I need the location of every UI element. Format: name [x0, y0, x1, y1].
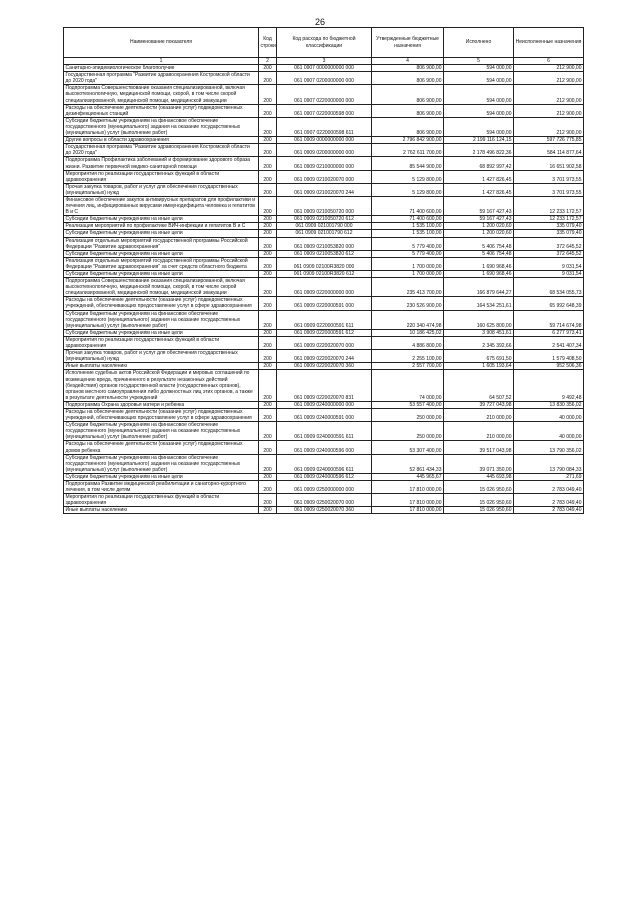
- row-line-code: 200: [259, 422, 277, 441]
- table-row: [64, 72, 584, 85]
- row-approved: 250 000,00: [372, 408, 444, 421]
- row-executed: 1 200 020,60: [444, 230, 514, 237]
- row-executed: 5 406 754,48: [444, 237, 514, 250]
- table-row: [64, 230, 584, 237]
- row-name: Государственная программа "Развитие здравоохранения Костромской области до 2020 года": [64, 144, 259, 157]
- row-name: Субсидии бюджетным учреждениям на иные цели: [64, 271, 259, 278]
- table-row: [64, 310, 584, 329]
- row-executed: 39 517 043,98: [444, 441, 514, 454]
- column-number: 4: [372, 58, 444, 65]
- row-unexecuted: 372 645,52: [514, 250, 584, 257]
- row-line-code: 200: [259, 401, 277, 408]
- row-line-code: 200: [259, 297, 277, 310]
- row-approved: 230 526 900,00: [372, 297, 444, 310]
- row-approved: 2 255 100,00: [372, 350, 444, 363]
- header-name: Наименование показателя: [64, 28, 259, 58]
- row-executed: 594 000,00: [444, 104, 514, 117]
- row-approved: 17 810 000,00: [372, 481, 444, 494]
- column-number-row: [64, 58, 584, 65]
- row-line-code: 200: [259, 137, 277, 144]
- header-budget-code: Код расхода по бюджетной классификации: [277, 28, 372, 58]
- row-executed: 675 691,50: [444, 350, 514, 363]
- row-name: Другие вопросы в области здравоохранения: [64, 137, 259, 144]
- row-approved: 250 000,00: [372, 422, 444, 441]
- table-body: [64, 65, 584, 514]
- row-budget-code: 061 0907 0220000000 000: [277, 85, 372, 104]
- row-executed: 1 427 826,45: [444, 170, 514, 183]
- row-line-code: 200: [259, 363, 277, 370]
- row-approved: 806 900,00: [372, 72, 444, 85]
- row-name: Финансовое обеспечение закупок антивирусных препаратов для профилактики и лечения лиц, инфицированных вирусами иммунодефицита человека и гепатитов В и С: [64, 196, 259, 215]
- row-executed: 210 000,00: [444, 408, 514, 421]
- row-line-code: 200: [259, 196, 277, 215]
- table-row: [64, 250, 584, 257]
- table-row: [64, 278, 584, 297]
- row-line-code: 200: [259, 183, 277, 196]
- row-unexecuted: 9 031,54: [514, 257, 584, 270]
- row-approved: 5 779 400,00: [372, 237, 444, 250]
- row-executed: 2 345 392,66: [444, 336, 514, 349]
- row-line-code: 200: [259, 507, 277, 514]
- row-unexecuted: 65 992 648,39: [514, 297, 584, 310]
- row-unexecuted: 212 900,00: [514, 85, 584, 104]
- table-row: [64, 237, 584, 250]
- row-name: Расходы на обеспечение деятельности (оказание услуг) подведомственных учреждений, обеспечивающих предоставление услуг в сфере здравоохранения: [64, 297, 259, 310]
- row-executed: 164 534 251,61: [444, 297, 514, 310]
- row-budget-code: 061 0907 0220000598 000: [277, 104, 372, 117]
- header-executed: Исполнено: [444, 28, 514, 58]
- row-approved: 17 810 000,00: [372, 494, 444, 507]
- table-row: [64, 65, 584, 72]
- row-unexecuted: 13 790 084,33: [514, 454, 584, 473]
- row-budget-code: 061 0909 0210053820 000: [277, 237, 372, 250]
- table-row: [64, 85, 584, 104]
- header-line-code: Код строки: [259, 28, 277, 58]
- row-budget-code: 061 0909 0210053820 612: [277, 250, 372, 257]
- table-row: [64, 137, 584, 144]
- row-unexecuted: 2 783 049,40: [514, 507, 584, 514]
- row-unexecuted: 372 645,52: [514, 237, 584, 250]
- table-row: [64, 257, 584, 270]
- row-unexecuted: 2 783 049,40: [514, 481, 584, 494]
- row-budget-code: 061 0909 0220020070 244: [277, 350, 372, 363]
- column-number: 2: [259, 58, 277, 65]
- row-executed: 1 427 826,45: [444, 183, 514, 196]
- row-executed: 64 507,52: [444, 370, 514, 401]
- row-unexecuted: 9 031,54: [514, 271, 584, 278]
- row-name: Подпрограмма Совершенствование оказания специализированной, включая высокотехнологичную, медицинской помощи, скорой, в том числе скорой специализированной, медицинской помощи, медицинской эвакуации: [64, 278, 259, 297]
- header-row: [64, 28, 584, 58]
- table-row: [64, 408, 584, 421]
- row-approved: 10 186 425,02: [372, 329, 444, 336]
- row-budget-code: 061 0909 0240000591 611: [277, 422, 372, 441]
- row-unexecuted: 40 000,00: [514, 422, 584, 441]
- row-budget-code: 061 0909 0210050720 612: [277, 216, 372, 223]
- row-approved: 71 400 600,00: [372, 216, 444, 223]
- row-executed: 594 000,00: [444, 117, 514, 136]
- row-budget-code: 061 0909 0240000596 612: [277, 473, 372, 480]
- column-number: 3: [277, 58, 372, 65]
- row-approved: 1 535 100,00: [372, 230, 444, 237]
- row-approved: 85 544 900,00: [372, 157, 444, 170]
- row-name: Мероприятия по реализации государственных функций в области здравоохранения: [64, 336, 259, 349]
- column-number: 6: [514, 58, 584, 65]
- row-approved: 2 557 700,00: [372, 363, 444, 370]
- row-budget-code: 061 0909 0240000596 000: [277, 441, 372, 454]
- row-budget-code: 061 0909 02100R3820 000: [277, 257, 372, 270]
- table-row: [64, 494, 584, 507]
- row-name: Подпрограмма Охрана здоровья матери и ребенка: [64, 401, 259, 408]
- table-row: [64, 117, 584, 136]
- row-approved: 806 900,00: [372, 117, 444, 136]
- row-name: Субсидии бюджетным учреждениям на финансовое обеспечение государственного (муниципального) задания на оказание государственных (муниципальных) услуг (выполнение работ): [64, 117, 259, 136]
- row-budget-code: 061 0909 0220000591 611: [277, 310, 372, 329]
- row-approved: 1 535 100,00: [372, 223, 444, 230]
- table-row: [64, 363, 584, 370]
- row-line-code: 200: [259, 408, 277, 421]
- row-unexecuted: 2 783 049,40: [514, 494, 584, 507]
- row-approved: 1 700 000,00: [372, 257, 444, 270]
- row-line-code: 200: [259, 85, 277, 104]
- header-approved: Утвержденные бюджетные назначения: [372, 28, 444, 58]
- table-row: [64, 329, 584, 336]
- row-executed: 39 071 350,00: [444, 454, 514, 473]
- row-unexecuted: 952 506,36: [514, 363, 584, 370]
- row-approved: 74 000,00: [372, 370, 444, 401]
- table-row: [64, 401, 584, 408]
- header-unexecuted: Неисполненные назначения: [514, 28, 584, 58]
- row-budget-code: 061 0909 0220020070 360: [277, 363, 372, 370]
- row-approved: 5 129 800,00: [372, 183, 444, 196]
- row-executed: 5 406 754,48: [444, 250, 514, 257]
- row-name: Субсидии бюджетным учреждениям на иные цели: [64, 230, 259, 237]
- row-name: Подпрограмма Профилактика заболеваний и формирование здорового образа жизни. Развитие первичной медико-санитарной помощи: [64, 157, 259, 170]
- row-line-code: 200: [259, 230, 277, 237]
- row-name: Подпрограмма Совершенствование оказания специализированной, включая высокотехнологичную, медицинской помощи, скорой, в том числе скорой специализированной, медицинской помощи, медицинской эвакуации: [64, 85, 259, 104]
- row-line-code: 200: [259, 370, 277, 401]
- row-name: Расходы на обеспечение деятельности (оказание услуг) подведомственных домов ребенка: [64, 441, 259, 454]
- row-name: Государственная программа "Развитие здравоохранения Костромской области до 2020 года": [64, 72, 259, 85]
- row-approved: 17 810 000,00: [372, 507, 444, 514]
- row-unexecuted: 13 830 356,02: [514, 401, 584, 408]
- row-unexecuted: 212 900,00: [514, 117, 584, 136]
- row-unexecuted: 16 651 902,58: [514, 157, 584, 170]
- row-unexecuted: 597 726 775,85: [514, 137, 584, 144]
- table-row: [64, 223, 584, 230]
- table-row: [64, 350, 584, 363]
- row-approved: 2 762 611 700,00: [372, 144, 444, 157]
- row-budget-code: 061 0909 0210020070 000: [277, 170, 372, 183]
- table-row: [64, 481, 584, 494]
- row-line-code: 200: [259, 65, 277, 72]
- row-unexecuted: 40 000,00: [514, 408, 584, 421]
- row-budget-code: 061 0909 0220020070 000: [277, 336, 372, 349]
- row-name: Мероприятия по реализации государственных функций в области здравоохранения: [64, 170, 259, 183]
- table-row: [64, 196, 584, 215]
- row-name: Субсидии бюджетным учреждениям на иные цели: [64, 216, 259, 223]
- row-name: Субсидии бюджетным учреждениям на финансовое обеспечение государственного (муниципального) задания на оказание государственных (муниципальных) услуг (выполнение работ): [64, 310, 259, 329]
- row-executed: 1 200 020,60: [444, 223, 514, 230]
- table-row: [64, 297, 584, 310]
- row-budget-code: 061 0909 021001790 612: [277, 230, 372, 237]
- row-budget-code: 061 0909 0250020070 360: [277, 507, 372, 514]
- row-budget-code: 061 0909 0200000000 000: [277, 144, 372, 157]
- row-executed: 59 167 427,43: [444, 196, 514, 215]
- table-row: [64, 422, 584, 441]
- table-row: [64, 157, 584, 170]
- row-name: Подпрограмма Развитие медицинской реабилитации и санаторно-курортного лечения, в том числе детям: [64, 481, 259, 494]
- row-line-code: 200: [259, 278, 277, 297]
- row-approved: 4 886 800,00: [372, 336, 444, 349]
- row-budget-code: 061 0909 0210000000 000: [277, 157, 372, 170]
- table-row: [64, 473, 584, 480]
- row-line-code: 200: [259, 350, 277, 363]
- row-budget-code: 061 0909 0250020070 000: [277, 494, 372, 507]
- table-row: [64, 170, 584, 183]
- row-budget-code: 061 0907 0220000598 611: [277, 117, 372, 136]
- row-budget-code: 061 0909 0220020070 831: [277, 370, 372, 401]
- row-unexecuted: 1 579 408,50: [514, 350, 584, 363]
- row-executed: 160 625 800,00: [444, 310, 514, 329]
- row-budget-code: 061 0909 0240000000 000: [277, 401, 372, 408]
- row-budget-code: 061 0907 0200000000 000: [277, 72, 372, 85]
- row-executed: 594 000,00: [444, 72, 514, 85]
- row-name: Прочая закупка товаров, работ и услуг для обеспечения государственных (муниципальных) нужд: [64, 350, 259, 363]
- row-approved: 53 557 400,00: [372, 401, 444, 408]
- row-line-code: 200: [259, 157, 277, 170]
- row-unexecuted: 3 701 973,55: [514, 183, 584, 196]
- row-executed: 15 026 950,60: [444, 481, 514, 494]
- row-approved: 220 340 474,98: [372, 310, 444, 329]
- row-budget-code: 061 0909 021001790 000: [277, 223, 372, 230]
- table-row: [64, 370, 584, 401]
- row-executed: 166 879 644,27: [444, 278, 514, 297]
- row-line-code: 200: [259, 454, 277, 473]
- row-unexecuted: 212 900,00: [514, 65, 584, 72]
- row-name: Реализация отдельных мероприятий государственной программы Российской Федерации "Развитие здравоохранения": [64, 237, 259, 250]
- row-line-code: 200: [259, 336, 277, 349]
- row-approved: 445 965,67: [372, 473, 444, 480]
- row-budget-code: 061 0909 0210050720 000: [277, 196, 372, 215]
- row-name: Реализация отдельных мероприятий государственной программы Российской Федерации "Развитие здравоохранения" за счет средств областного бюджета: [64, 257, 259, 270]
- row-budget-code: 061 0907 0000000000 000: [277, 65, 372, 72]
- row-unexecuted: 12 233 172,57: [514, 196, 584, 215]
- row-line-code: 200: [259, 271, 277, 278]
- row-executed: 3 908 451,61: [444, 329, 514, 336]
- row-unexecuted: 13 790 356,02: [514, 441, 584, 454]
- row-name: Реализация мероприятий по профилактике ВИЧ-инфекции и гепатитов В и С: [64, 223, 259, 230]
- table-row: [64, 216, 584, 223]
- row-approved: 806 900,00: [372, 85, 444, 104]
- row-approved: 71 400 600,00: [372, 196, 444, 215]
- row-executed: 39 727 043,98: [444, 401, 514, 408]
- row-approved: 806 900,00: [372, 104, 444, 117]
- row-budget-code: 061 0909 0220000591 000: [277, 297, 372, 310]
- row-name: Субсидии бюджетным учреждениям на финансовое обеспечение государственного (муниципального) задания на оказание государственных (муниципальных) услуг (выполнение работ): [64, 422, 259, 441]
- row-approved: 5 129 800,00: [372, 170, 444, 183]
- row-executed: 594 000,00: [444, 85, 514, 104]
- table-row: [64, 441, 584, 454]
- row-name: Расходы на обеспечение деятельности (оказание услуг) подведомственных учреждений, обеспечивающих предоставление услуг в сфере здравоохранения: [64, 408, 259, 421]
- row-name: Расходы на обеспечение деятельности (оказание услуг) подведомственных дезинфекционных станций: [64, 104, 259, 117]
- table-row: [64, 507, 584, 514]
- row-name: Субсидии бюджетным учреждениям на иные цели: [64, 329, 259, 336]
- row-line-code: 200: [259, 329, 277, 336]
- row-unexecuted: 335 079,40: [514, 230, 584, 237]
- row-line-code: 200: [259, 117, 277, 136]
- column-number: 5: [444, 58, 514, 65]
- row-approved: 52 861 434,33: [372, 454, 444, 473]
- row-approved: 1 700 000,00: [372, 271, 444, 278]
- row-executed: 15 026 950,60: [444, 507, 514, 514]
- row-budget-code: 061 0909 0220000591 612: [277, 329, 372, 336]
- row-unexecuted: 212 900,00: [514, 72, 584, 85]
- row-unexecuted: 68 534 055,73: [514, 278, 584, 297]
- row-line-code: 200: [259, 441, 277, 454]
- row-name: Санитарно-эпидемиологическое благополучие: [64, 65, 259, 72]
- row-unexecuted: 12 233 172,57: [514, 216, 584, 223]
- row-unexecuted: 212 900,00: [514, 104, 584, 117]
- row-line-code: 200: [259, 223, 277, 230]
- row-approved: 2 796 842 900,00: [372, 137, 444, 144]
- row-budget-code: 061 0909 0240000591 000: [277, 408, 372, 421]
- row-line-code: 200: [259, 170, 277, 183]
- row-executed: 59 167 427,43: [444, 216, 514, 223]
- row-name: Прочая закупка товаров, работ и услуг для обеспечения государственных (муниципальных) нужд: [64, 183, 259, 196]
- row-line-code: 200: [259, 250, 277, 257]
- row-name: Иные выплаты населению: [64, 507, 259, 514]
- row-approved: 806 900,00: [372, 65, 444, 72]
- row-line-code: 200: [259, 72, 277, 85]
- table-row: [64, 183, 584, 196]
- row-unexecuted: 59 714 674,98: [514, 310, 584, 329]
- row-line-code: 200: [259, 104, 277, 117]
- row-line-code: 200: [259, 310, 277, 329]
- row-line-code: 200: [259, 473, 277, 480]
- row-executed: 68 892 997,42: [444, 157, 514, 170]
- budget-execution-table: [63, 27, 584, 514]
- row-name: Исполнение судебных актов Российской Федерации и мировых соглашений по возмещению вреда, причиненного в результате незаконных действий (бездействия) органов государственной власти (государственных органов), органов местного самоуправления либо должностных лиц этих органов, а также в результате деятельности учреждений: [64, 370, 259, 401]
- row-name: Субсидии бюджетным учреждениям на иные цели: [64, 473, 259, 480]
- row-line-code: 200: [259, 494, 277, 507]
- row-approved: 5 779 400,00: [372, 250, 444, 257]
- row-unexecuted: 335 079,40: [514, 223, 584, 230]
- row-executed: 2 178 496 822,36: [444, 144, 514, 157]
- row-budget-code: 061 0909 02100R3820 612: [277, 271, 372, 278]
- row-line-code: 200: [259, 144, 277, 157]
- table-row: [64, 271, 584, 278]
- row-executed: 594 000,00: [444, 65, 514, 72]
- row-unexecuted: 9 492,48: [514, 370, 584, 401]
- row-executed: 210 000,00: [444, 422, 514, 441]
- row-budget-code: 061 0909 0210020070 244: [277, 183, 372, 196]
- table-row: [64, 144, 584, 157]
- row-name: Иные выплаты населению: [64, 363, 259, 370]
- row-approved: 235 413 700,00: [372, 278, 444, 297]
- table-row: [64, 454, 584, 473]
- row-executed: 1 690 968,46: [444, 257, 514, 270]
- row-executed: 2 199 116 124,15: [444, 137, 514, 144]
- table-row: [64, 104, 584, 117]
- page-number: 26: [314, 17, 325, 27]
- row-line-code: 200: [259, 257, 277, 270]
- row-budget-code: 061 0909 0220000000 000: [277, 278, 372, 297]
- row-budget-code: 061 0909 0250000000 000: [277, 481, 372, 494]
- row-name: Мероприятия по реализации государственных функций в области здравоохранения: [64, 494, 259, 507]
- row-name: Субсидии бюджетным учреждениям на финансовое обеспечение государственного (муниципального) задания на оказание государственных (муниципальных) услуг (выполнение работ): [64, 454, 259, 473]
- row-approved: 53 307 400,00: [372, 441, 444, 454]
- row-unexecuted: 271,69: [514, 473, 584, 480]
- row-unexecuted: 6 277 973,41: [514, 329, 584, 336]
- row-executed: 15 026 950,60: [444, 494, 514, 507]
- row-name: Субсидии бюджетным учреждениям на иные цели: [64, 250, 259, 257]
- row-line-code: 200: [259, 216, 277, 223]
- row-unexecuted: 584 114 877,64: [514, 144, 584, 157]
- row-executed: 1 605 193,64: [444, 363, 514, 370]
- row-unexecuted: 2 541 407,34: [514, 336, 584, 349]
- column-number: 1: [64, 58, 259, 65]
- row-budget-code: 061 0909 0240000596 611: [277, 454, 372, 473]
- table-row: [64, 336, 584, 349]
- row-line-code: 200: [259, 237, 277, 250]
- row-executed: 445 693,98: [444, 473, 514, 480]
- row-line-code: 200: [259, 481, 277, 494]
- row-budget-code: 061 0909 0000000000 000: [277, 137, 372, 144]
- row-unexecuted: 3 701 973,55: [514, 170, 584, 183]
- row-executed: 1 690 968,46: [444, 271, 514, 278]
